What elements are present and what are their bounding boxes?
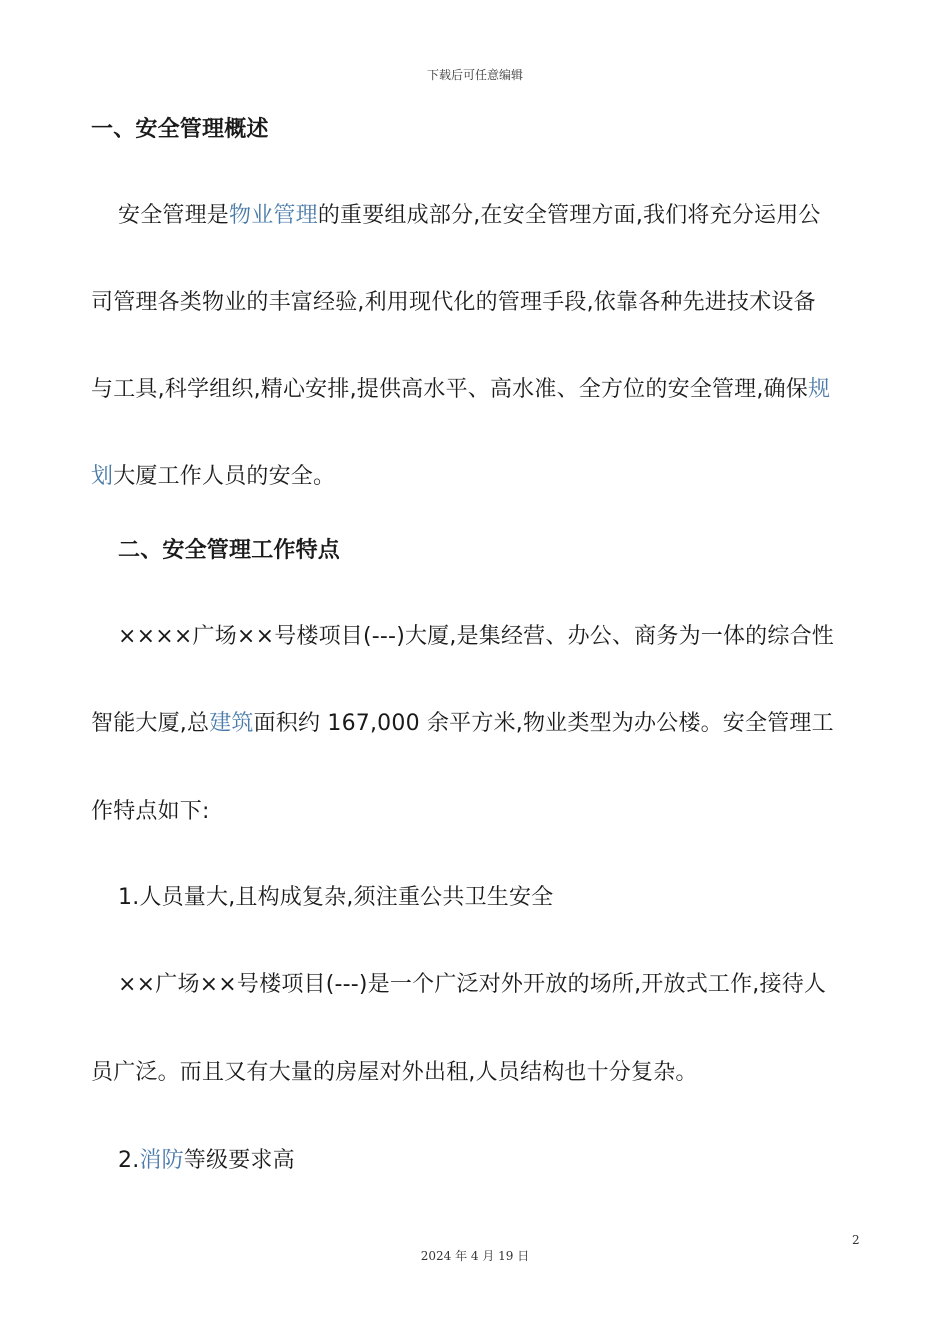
text-run: 的重要组成部分,在安全管理方面,我们将充分运用公 [317,203,821,228]
footer-date: 2024 年 4 月 19 日 [420,1249,530,1263]
paragraph-line [91,462,861,492]
paragraph-line [118,201,888,231]
link-property-management[interactable]: 物业管理 [229,203,318,228]
text-run: 智能大厦,总 [91,711,210,736]
text-run: 等级要求高 [183,1148,295,1173]
paragraph-line: ××广场××号楼项目(---)是一个广泛对外开放的场所,开放式工作,接待人 [118,972,827,997]
text-run: 2. [118,1148,140,1173]
section-heading-features: 二、安全管理工作特点 [118,538,341,563]
section-heading-overview: 一、安全管理概述 [91,117,269,142]
link-planning-part2[interactable]: 划 [91,464,114,489]
text-run: 面积约 167,000 余平方米,物业类型为办公楼。安全管理工 [253,711,834,736]
paragraph-line: 作特点如下: [91,799,210,824]
paragraph-line [91,375,861,405]
link-fire-protection[interactable]: 消防 [139,1148,184,1173]
page-header: 下载后可任意编辑 [426,68,523,82]
page-number: 2 [852,1233,860,1247]
list-item-title [118,1146,888,1176]
paragraph-line: 司管理各类物业的丰富经验,利用现代化的管理手段,依靠各种先进技术设备 [91,290,816,315]
text-run: 大厦工作人员的安全。 [113,464,336,489]
text-run: 与工具,科学组织,精心安排,提供高水平、高水准、全方位的安全管理,确保 [91,377,808,402]
list-item-title: 1.人员量大,且构成复杂,须注重公共卫生安全 [118,885,554,910]
link-planning-part1[interactable]: 规 [807,377,831,402]
paragraph-line: ××××广场××号楼项目(---)大厦,是集经营、办公、商务为一体的综合性 [118,624,834,649]
paragraph-line [91,709,861,739]
text-run: 安全管理是 [118,203,230,228]
link-building[interactable]: 建筑 [209,711,254,736]
paragraph-line: 员广泛。而且又有大量的房屋对外出租,人员结构也十分复杂。 [91,1060,698,1085]
